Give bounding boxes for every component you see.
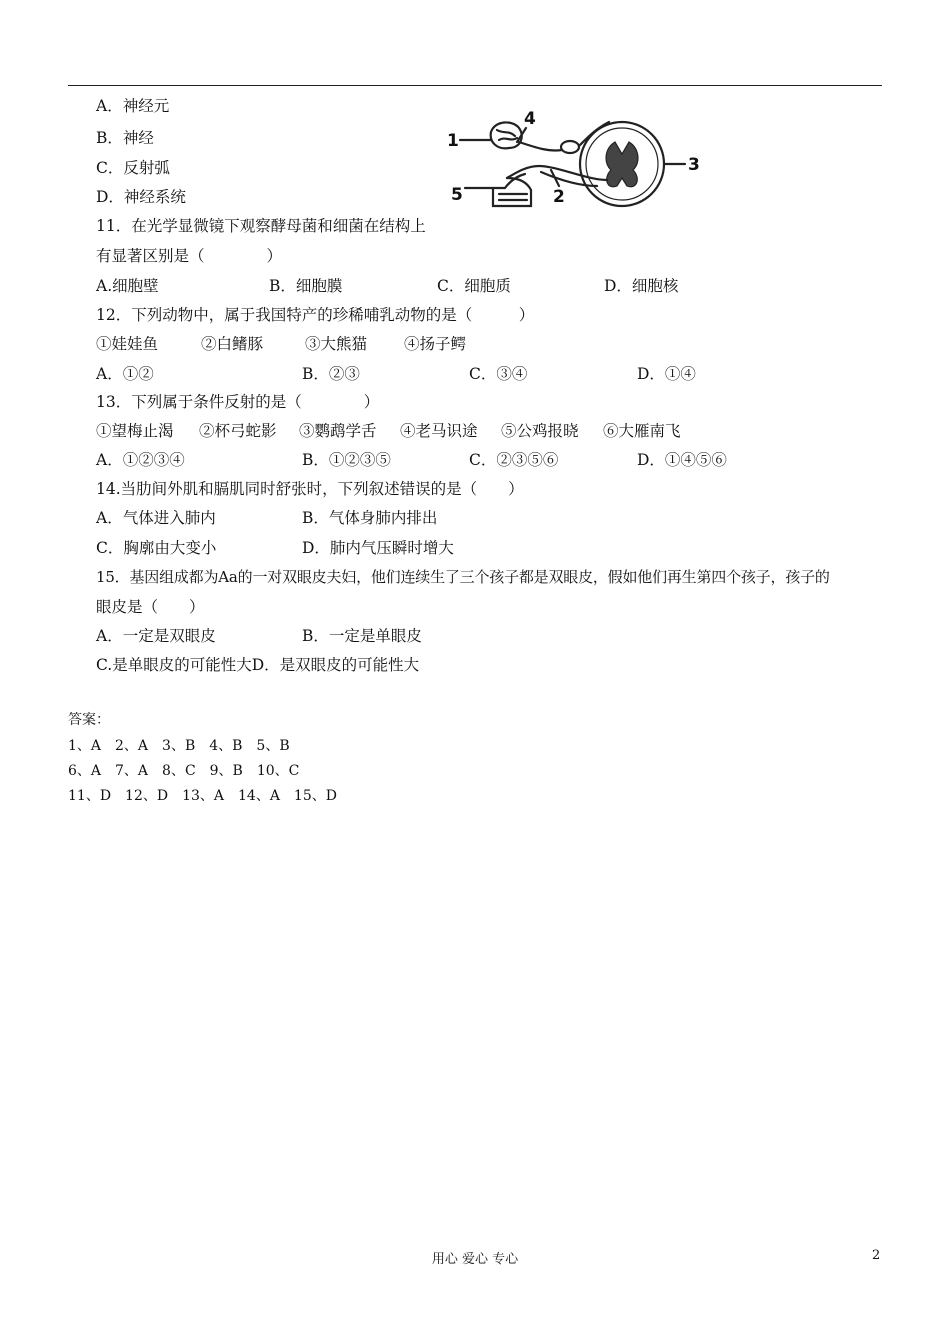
q13-item-4: ④老马识途 (400, 422, 478, 440)
q13-option-d: D．①④⑤⑥ (637, 451, 727, 469)
q12-option-c: C．③④ (469, 365, 528, 383)
header-rule (68, 85, 882, 86)
q12-option-d: D．①④ (637, 365, 696, 383)
q13-option-c: C．②③⑤⑥ (469, 451, 559, 469)
q10-option-d: D．神经系统 (96, 188, 186, 206)
q13-item-2: ②杯弓蛇影 (199, 422, 277, 440)
q12-option-b: B．②③ (302, 365, 360, 383)
q15-options-row2: C.是单眼皮的可能性大D．是双眼皮的可能性大 (96, 656, 420, 674)
q12-stem: 12．下列动物中，属于我国特产的珍稀哺乳动物的是（ ） (96, 306, 535, 324)
q12-item-1: ①娃娃鱼 (96, 335, 159, 353)
q15-stem-line2: 眼皮是（ ） (96, 598, 205, 616)
q12-item-2: ②白鳍豚 (201, 335, 264, 353)
q11-stem-line1: 11．在光学显微镜下观察酵母菌和细菌在结构上 (96, 217, 426, 235)
q11-option-a: A.细胞壁 (96, 277, 159, 295)
q13-option-a: A．①②③④ (96, 451, 185, 469)
q14-option-d: D．肺内气压瞬时增大 (302, 539, 454, 557)
q15-option-b: B．一定是单眼皮 (302, 627, 422, 645)
q13-stem: 13．下列属于条件反射的是（ ） (96, 393, 380, 411)
diagram-label-4: 4 (524, 109, 536, 129)
diagram-label-1: 1 (447, 131, 459, 151)
q13-item-1: ①望梅止渴 (96, 422, 174, 440)
q12-option-a: A．①② (96, 365, 154, 383)
answers-row-2: 6、A 7、A 8、C 9、B 10、C (68, 763, 300, 779)
q10-option-a: A．神经元 (96, 97, 170, 115)
q14-stem: 14.当肋间外肌和膈肌同时舒张时，下列叙述错误的是（ ） (96, 480, 524, 498)
reflex-arc-diagram (447, 106, 717, 216)
q15-stem-line1: 15．基因组成都为Aa的一对双眼皮夫妇，他们连续生了三个孩子都是双眼皮，假如他们再生第四个孩子，孩子的 (96, 568, 830, 586)
diagram-label-5: 5 (451, 185, 463, 205)
q13-item-5: ⑤公鸡报晓 (501, 422, 579, 440)
q12-item-3: ③大熊猫 (305, 335, 368, 353)
diagram-label-2: 2 (553, 187, 565, 207)
answers-row-1: 1、A 2、A 3、B 4、B 5、B (68, 738, 290, 754)
q14-option-a: A．气体进入肺内 (96, 509, 216, 527)
answers-title: 答案： (68, 712, 110, 728)
q14-option-b: B．气体身肺内排出 (302, 509, 438, 527)
q11-stem-line2: 有显著区别是（ ） (96, 247, 283, 265)
q10-option-c: C．反射弧 (96, 159, 170, 177)
q13-item-3: ③鹦鹉学舌 (299, 422, 377, 440)
q13-option-b: B．①②③⑤ (302, 451, 391, 469)
q15-option-a: A．一定是双眼皮 (96, 627, 216, 645)
page-number: 2 (872, 1248, 881, 1263)
q12-item-4: ④扬子鳄 (404, 335, 467, 353)
answers-row-3: 11、D 12、D 13、A 14、A 15、D (68, 788, 337, 804)
q14-option-c: C．胸廓由大变小 (96, 539, 217, 557)
page-footer: 用心 爱心 专心 (431, 1252, 519, 1267)
q11-option-b: B．细胞膜 (269, 277, 343, 295)
q13-item-6: ⑥大雁南飞 (603, 422, 681, 440)
q11-option-c: C．细胞质 (437, 277, 511, 295)
q11-option-d: D．细胞核 (604, 277, 679, 295)
q10-option-b: B．神经 (96, 129, 154, 147)
diagram-label-3: 3 (688, 155, 700, 175)
